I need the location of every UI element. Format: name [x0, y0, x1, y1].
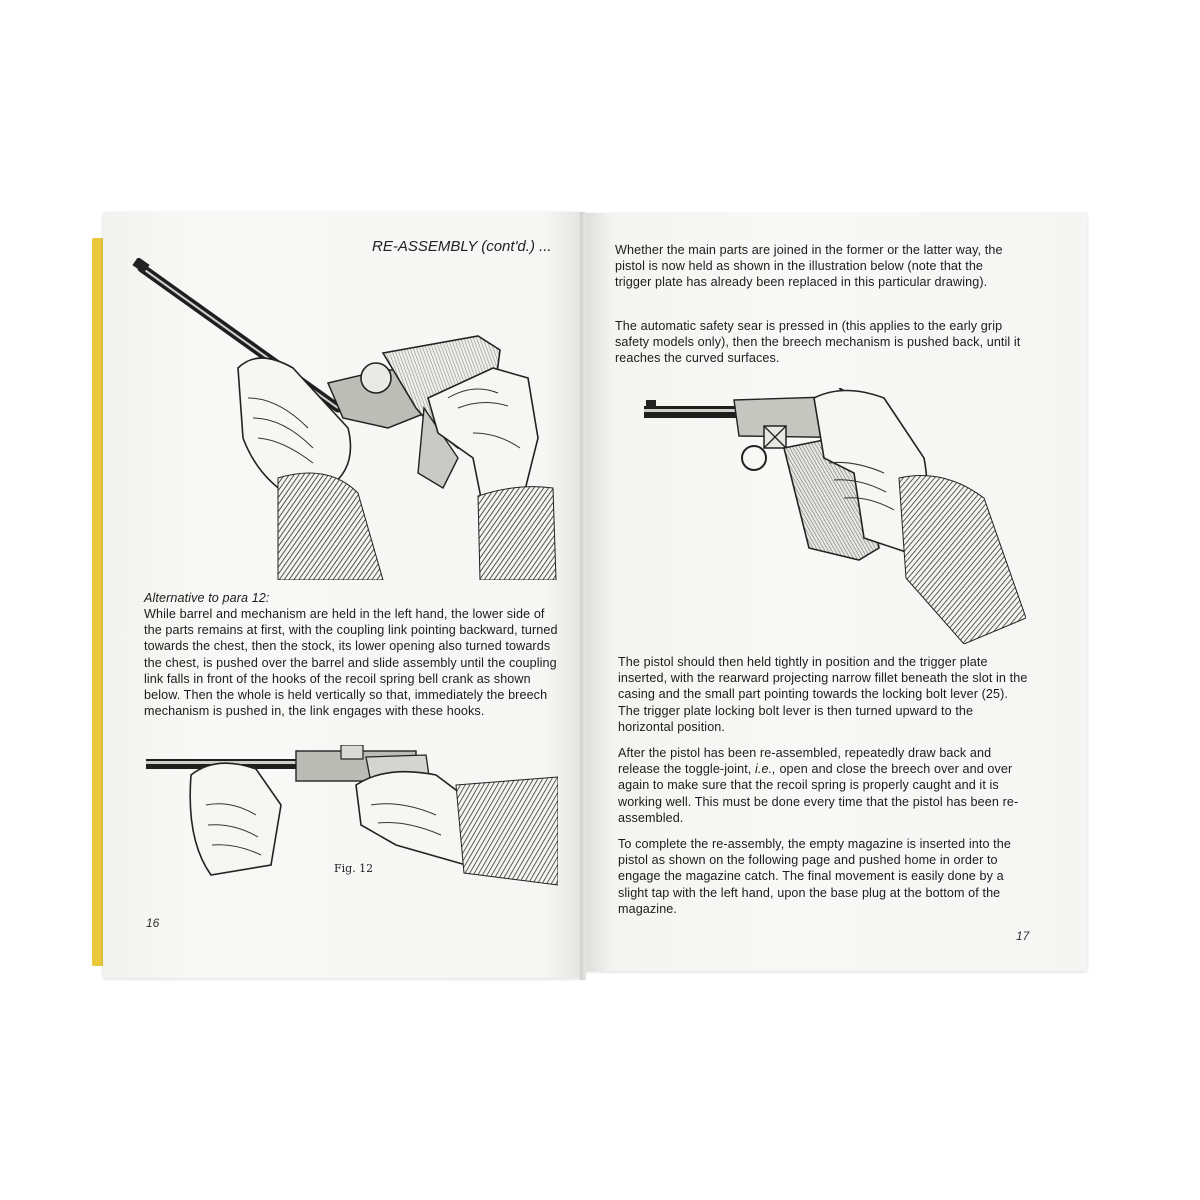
alternative-heading: Alternative to para 12:	[144, 591, 270, 605]
right-paragraph-5: To complete the re-assembly, the empty magazine is inserted into the pistol as shown on the following page and pushed home in order to engage the magazine catch. The final movement is easily done by a slight tap with the left hand, upon the base plug at the bottom of the magazine.	[618, 837, 1011, 916]
paragraph-4-part-2: open and close the breech over and over again to make sure that the recoil spring is properly caught and it is working well. This must be done every time that the pistol has been re-assembled.	[618, 762, 1019, 825]
illustration-hand-holding-pistol	[644, 388, 1026, 644]
page-number-left: 16	[146, 916, 160, 930]
page-number-right: 17	[1016, 929, 1030, 943]
page-gutter	[580, 212, 586, 980]
right-paragraph-3: The pistol should then held tightly in position and the trigger plate inserted, with the rearward projecting narrow fillet beneath the slot in the casing and the small part pointing towards the locking bolt lever (25). The trigger plate locking bolt lever is then turned upward to the horizontal position.	[618, 655, 1028, 734]
paragraph-4-part-1: After the pistol has been re-assembled, repeatedly draw back and release the toggle-joint,	[618, 746, 992, 777]
figure-label: Fig. 12	[334, 862, 374, 875]
alternative-paragraph: While barrel and mechanism are held in the left hand, the lower side of the parts remains at first, with the coupling link pointing backward, turned towards the chest, then the stock, its lower opening also turned towards the chest, is pushed over the barrel and slide assembly until the coupling link falls in front of the hooks of the recoil spring bell crank as shown below. Then the whole is held vertically so that, immediately the breech mechanism is pushed in, the link engages with these hooks.	[144, 607, 558, 719]
right-paragraph-2: The automatic safety sear is pressed in (this applies to the early grip safety models only), then the breech mechanism is pushed back, until it reaches the curved surfaces.	[615, 319, 1021, 366]
paragraph-4-emphasis: i.e.,	[755, 762, 776, 777]
right-paragraph-4	[618, 745, 1032, 826]
section-header: RE-ASSEMBLY (cont'd.) ...	[372, 238, 552, 255]
illustration-hands-assembling-pistol	[128, 258, 566, 580]
right-paragraph-1: Whether the main parts are joined in the former or the latter way, the pistol is now held as shown in the illustration below (note that the trigger plate has already been replaced in this particular drawing).	[615, 243, 1003, 290]
